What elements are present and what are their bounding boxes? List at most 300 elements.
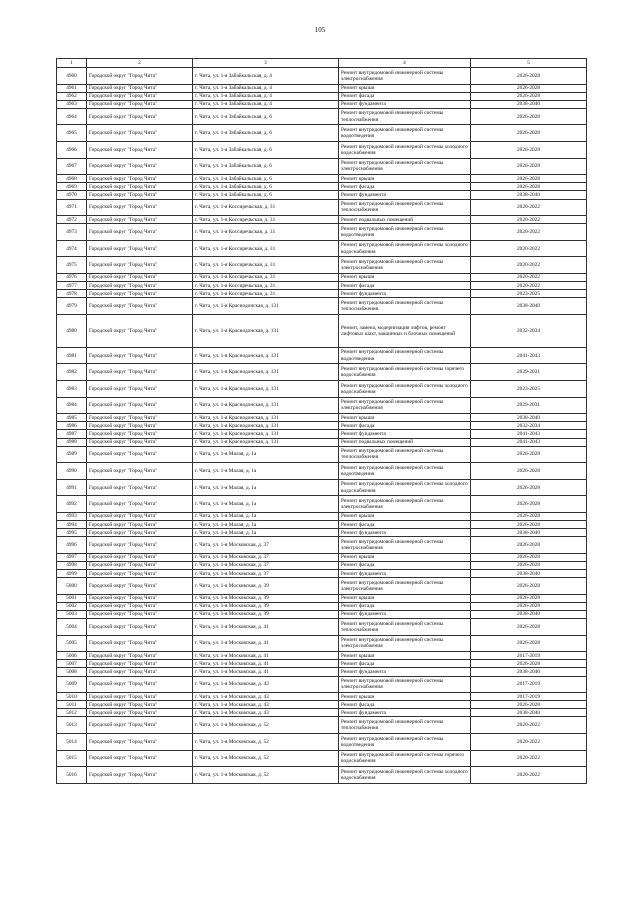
period-cell: 2026-2028 xyxy=(471,92,587,100)
address-cell: г. Чита, ул. 1-я Малая, д. 1а xyxy=(193,521,339,529)
header-cell-4: 4 xyxy=(339,59,471,68)
municipality-cell: Городской округ "Город Чита" xyxy=(87,701,193,709)
work-type-cell: Ремонт крыши xyxy=(339,693,471,701)
address-cell: г. Чита, ул. 1-я Малая, д. 1а xyxy=(193,529,339,537)
work-type-cell: Ремонт фундамента xyxy=(339,191,471,199)
address-cell: г. Чита, ул. 1-я Забайкальская, д. 6 xyxy=(193,158,339,175)
municipality-cell: Городской округ "Город Чита" xyxy=(87,717,193,734)
table-row xyxy=(57,668,587,676)
row-number-cell: 4963 xyxy=(57,100,87,108)
table-row xyxy=(57,298,587,315)
table-row xyxy=(57,619,587,636)
row-number-cell: 5013 xyxy=(57,717,87,734)
municipality-cell: Городской округ "Город Чита" xyxy=(87,430,193,438)
table-row xyxy=(57,68,587,85)
address-cell: г. Чита, ул. 1-я Московская, д. 39 xyxy=(193,610,339,618)
table-row xyxy=(57,290,587,298)
row-number-cell: 4969 xyxy=(57,183,87,191)
work-type-cell: Ремонт фасада xyxy=(339,602,471,610)
row-number-cell: 4993 xyxy=(57,513,87,521)
work-type-cell: Ремонт внутридомовой инженерной системы водоотведения xyxy=(339,733,471,750)
work-type-cell: Ремонт фундамента xyxy=(339,610,471,618)
row-number-cell: 5011 xyxy=(57,701,87,709)
row-number-cell: 5005 xyxy=(57,635,87,652)
table-row xyxy=(57,240,587,257)
row-number-cell: 4994 xyxy=(57,521,87,529)
table-row xyxy=(57,282,587,290)
municipality-cell: Городской округ "Город Чита" xyxy=(87,733,193,750)
municipality-cell: Городской округ "Город Чита" xyxy=(87,561,193,569)
table-row xyxy=(57,709,587,717)
row-number-cell: 4998 xyxy=(57,561,87,569)
municipality-cell: Городской округ "Город Чита" xyxy=(87,676,193,693)
address-cell: г. Чита, ул. 1-я Коссиречьская, д. 31 xyxy=(193,240,339,257)
municipality-cell: Городской округ "Город Чита" xyxy=(87,68,193,85)
municipality-cell: Городской округ "Город Чита" xyxy=(87,529,193,537)
row-number-cell: 4997 xyxy=(57,553,87,561)
period-cell: 2017-2019 xyxy=(471,676,587,693)
table-row xyxy=(57,381,587,398)
table-row xyxy=(57,652,587,660)
work-type-cell: Ремонт внутридомовой инженерной системы электроснабжения xyxy=(339,676,471,693)
table-row xyxy=(57,438,587,446)
table-row xyxy=(57,175,587,183)
period-cell: 2026-2028 xyxy=(471,496,587,513)
work-type-cell: Ремонт фасада xyxy=(339,521,471,529)
table-row xyxy=(57,364,587,381)
municipality-cell: Городской округ "Город Чита" xyxy=(87,274,193,282)
period-cell: 2026-2028 xyxy=(471,660,587,668)
period-cell: 2038-2040 xyxy=(471,709,587,717)
address-cell: г. Чита, ул. 1-я Краснодонская, д. 131 xyxy=(193,298,339,315)
period-cell: 2038-2040 xyxy=(471,414,587,422)
table-row xyxy=(57,717,587,734)
work-type-cell: Ремонт фундамента xyxy=(339,570,471,578)
table-row xyxy=(57,660,587,668)
period-cell: 2041-2043 xyxy=(471,430,587,438)
municipality-cell: Городской округ "Город Чита" xyxy=(87,397,193,414)
municipality-cell: Городской округ "Город Чита" xyxy=(87,216,193,224)
work-type-cell: Ремонт внутридомовой инженерной системы теплоснабжения xyxy=(339,199,471,216)
address-cell: г. Чита, ул. 1-я Московская, д. 41 xyxy=(193,619,339,636)
period-cell: 2038-2040 xyxy=(471,570,587,578)
row-number-cell: 4987 xyxy=(57,430,87,438)
municipality-cell: Городской округ "Город Чита" xyxy=(87,446,193,463)
period-cell: 2020-2022 xyxy=(471,717,587,734)
table-row xyxy=(57,224,587,241)
address-cell: г. Чита, ул. 1-я Краснодонская, д. 131 xyxy=(193,364,339,381)
work-type-cell: Ремонт внутридомовой инженерной системы холодного водоснабжения xyxy=(339,381,471,398)
period-cell: 2026-2028 xyxy=(471,553,587,561)
municipality-cell: Городской округ "Город Чита" xyxy=(87,578,193,595)
municipality-cell: Городской округ "Город Чита" xyxy=(87,438,193,446)
address-cell: г. Чита, ул. 1-я Забайкальская, д. 4 xyxy=(193,68,339,85)
address-cell: г. Чита, ул. 1-я Забайкальская, д. 6 xyxy=(193,108,339,125)
row-number-cell: 4988 xyxy=(57,438,87,446)
table-row xyxy=(57,693,587,701)
period-cell: 2026-2028 xyxy=(471,175,587,183)
row-number-cell: 4990 xyxy=(57,463,87,480)
table-row xyxy=(57,199,587,216)
period-cell: 2026-2028 xyxy=(471,537,587,554)
table-row xyxy=(57,414,587,422)
work-type-cell: Ремонт внутридомовой инженерной системы горячего водоснабжения xyxy=(339,364,471,381)
row-number-cell: 4981 xyxy=(57,347,87,364)
work-type-cell: Ремонт фасада xyxy=(339,701,471,709)
table-row xyxy=(57,750,587,767)
municipality-cell: Городской округ "Город Чита" xyxy=(87,183,193,191)
work-type-cell: Ремонт фундамента xyxy=(339,290,471,298)
period-cell: 2038-2040 xyxy=(471,610,587,618)
period-cell: 2020-2022 xyxy=(471,240,587,257)
municipality-cell: Городской округ "Город Чита" xyxy=(87,191,193,199)
work-type-cell: Ремонт внутридомовой инженерной системы электроснабжения xyxy=(339,537,471,554)
table-row xyxy=(57,733,587,750)
work-type-cell: Ремонт внутридомовой инженерной системы водоотведения xyxy=(339,224,471,241)
work-type-cell: Ремонт внутридомовой инженерной системы холодного водоснабжения xyxy=(339,142,471,159)
period-cell: 2020-2022 xyxy=(471,257,587,274)
row-number-cell: 5002 xyxy=(57,602,87,610)
address-cell: г. Чита, ул. 1-я Коссиречьская, д. 31 xyxy=(193,257,339,274)
municipality-cell: Городской округ "Город Чита" xyxy=(87,513,193,521)
period-cell: 2026-2028 xyxy=(471,125,587,142)
period-cell: 2026-2028 xyxy=(471,108,587,125)
table-row xyxy=(57,602,587,610)
period-cell: 2026-2028 xyxy=(471,701,587,709)
work-type-cell: Ремонт внутридомовой инженерной системы холодного водоснабжения xyxy=(339,479,471,496)
row-number-cell: 4992 xyxy=(57,496,87,513)
address-cell: г. Чита, ул. 1-я Московская, д. 37 xyxy=(193,570,339,578)
row-number-cell: 5001 xyxy=(57,594,87,602)
municipality-cell: Городской округ "Город Чита" xyxy=(87,414,193,422)
address-cell: г. Чита, ул. 1-я Московская, д. 37 xyxy=(193,561,339,569)
period-cell: 2026-2028 xyxy=(471,84,587,92)
municipality-cell: Городской округ "Город Чита" xyxy=(87,257,193,274)
municipality-cell: Городской округ "Город Чита" xyxy=(87,290,193,298)
work-type-cell: Ремонт внутридомовой инженерной системы электроснабжения xyxy=(339,257,471,274)
address-cell: г. Чита, ул. 1-я Забайкальская, д. 4 xyxy=(193,92,339,100)
table-row xyxy=(57,142,587,159)
work-type-cell: Ремонт внутридомовой инженерной системы водоотведения xyxy=(339,125,471,142)
municipality-cell: Городской округ "Город Чита" xyxy=(87,767,193,784)
row-number-cell: 4976 xyxy=(57,274,87,282)
row-number-cell: 4977 xyxy=(57,282,87,290)
municipality-cell: Городской округ "Город Чита" xyxy=(87,553,193,561)
period-cell: 2020-2022 xyxy=(471,767,587,784)
row-number-cell: 5000 xyxy=(57,578,87,595)
municipality-cell: Городской округ "Город Чита" xyxy=(87,347,193,364)
page-number: 105 xyxy=(314,26,326,34)
municipality-cell: Городской округ "Город Чита" xyxy=(87,84,193,92)
address-cell: г. Чита, ул. 1-я Малая, д. 1а xyxy=(193,446,339,463)
table-row xyxy=(57,191,587,199)
row-number-cell: 4961 xyxy=(57,84,87,92)
row-number-cell: 4973 xyxy=(57,224,87,241)
municipality-cell: Городской округ "Город Чита" xyxy=(87,199,193,216)
row-number-cell: 5007 xyxy=(57,660,87,668)
row-number-cell: 5006 xyxy=(57,652,87,660)
row-number-cell: 4962 xyxy=(57,92,87,100)
municipality-cell: Городской округ "Город Чита" xyxy=(87,175,193,183)
work-type-cell: Ремонт внутридомовой инженерной системы электроснабжения xyxy=(339,397,471,414)
period-cell: 2038-2040 xyxy=(471,529,587,537)
address-cell: г. Чита, ул. 1-я Московская, д. 41 xyxy=(193,668,339,676)
table-header-row xyxy=(57,59,587,68)
table-row xyxy=(57,529,587,537)
address-cell: г. Чита, ул. 1-я Краснодонская, д. 131 xyxy=(193,414,339,422)
table-row xyxy=(57,594,587,602)
period-cell: 2020-2022 xyxy=(471,199,587,216)
municipality-cell: Городской округ "Город Чита" xyxy=(87,240,193,257)
period-cell: 2032-2034 xyxy=(471,422,587,430)
row-number-cell: 5004 xyxy=(57,619,87,636)
row-number-cell: 4989 xyxy=(57,446,87,463)
address-cell: г. Чита, ул. 1-я Московская, д. 39 xyxy=(193,602,339,610)
address-cell: г. Чита, ул. 1-я Забайкальская, д. 6 xyxy=(193,191,339,199)
address-cell: г. Чита, ул. 1-я Московская, д. 43 xyxy=(193,701,339,709)
period-cell: 2029-2031 xyxy=(471,397,587,414)
period-cell: 2020-2022 xyxy=(471,274,587,282)
table-row xyxy=(57,479,587,496)
municipality-cell: Городской округ "Город Чита" xyxy=(87,668,193,676)
table-row xyxy=(57,521,587,529)
municipality-cell: Городской округ "Город Чита" xyxy=(87,537,193,554)
period-cell: 2020-2022 xyxy=(471,282,587,290)
work-type-cell: Ремонт внутридомовой инженерной системы теплоснабжения xyxy=(339,108,471,125)
work-type-cell: Ремонт крыши xyxy=(339,652,471,660)
row-number-cell: 5008 xyxy=(57,668,87,676)
address-cell: г. Чита, ул. 1-я Московская, д. 43 xyxy=(193,709,339,717)
table-row xyxy=(57,463,587,480)
address-cell: г. Чита, ул. 1-я Малая, д. 1а xyxy=(193,496,339,513)
period-cell: 2026-2028 xyxy=(471,446,587,463)
table-row xyxy=(57,183,587,191)
municipality-cell: Городской округ "Город Чита" xyxy=(87,521,193,529)
row-number-cell: 4979 xyxy=(57,298,87,315)
work-type-cell: Ремонт крыши xyxy=(339,414,471,422)
row-number-cell: 4978 xyxy=(57,290,87,298)
work-type-cell: Ремонт фасада xyxy=(339,561,471,569)
municipality-cell: Городской округ "Город Чита" xyxy=(87,652,193,660)
period-cell: 2026-2028 xyxy=(471,183,587,191)
row-number-cell: 4983 xyxy=(57,381,87,398)
work-type-cell: Ремонт внутридомовой инженерной системы теплоснабжения xyxy=(339,446,471,463)
address-cell: г. Чита, ул. 1-я Московская, д. 43 xyxy=(193,676,339,693)
period-cell: 2026-2028 xyxy=(471,479,587,496)
period-cell: 2026-2028 xyxy=(471,635,587,652)
table-row xyxy=(57,216,587,224)
address-cell: г. Чита, ул. 1-я Забайкальская, д. 6 xyxy=(193,183,339,191)
work-type-cell: Ремонт крыши xyxy=(339,553,471,561)
period-cell: 2017-2019 xyxy=(471,693,587,701)
period-cell: 2020-2022 xyxy=(471,216,587,224)
municipality-cell: Городской округ "Город Чита" xyxy=(87,92,193,100)
work-type-cell: Ремонт фундамента xyxy=(339,668,471,676)
table-row xyxy=(57,314,587,347)
table-row xyxy=(57,274,587,282)
period-cell: 2026-2028 xyxy=(471,142,587,159)
address-cell: г. Чита, ул. 1-я Московская, д. 52 xyxy=(193,767,339,784)
municipality-cell: Городской округ "Город Чита" xyxy=(87,224,193,241)
work-type-cell: Ремонт внутридомовой инженерной системы водоотведения xyxy=(339,463,471,480)
row-number-cell: 4974 xyxy=(57,240,87,257)
work-type-cell: Ремонт внутридомовой инженерной системы теплоснабжения xyxy=(339,717,471,734)
municipality-cell: Городской округ "Город Чита" xyxy=(87,635,193,652)
header-cell-3: 3 xyxy=(193,59,339,68)
address-cell: г. Чита, ул. 1-я Малая, д. 1а xyxy=(193,479,339,496)
period-cell: 2026-2028 xyxy=(471,463,587,480)
address-cell: г. Чита, ул. 1-я Московская, д. 37 xyxy=(193,537,339,554)
work-type-cell: Ремонт подвальных помещений xyxy=(339,216,471,224)
municipality-cell: Городской округ "Город Чита" xyxy=(87,619,193,636)
municipality-cell: Городской округ "Город Чита" xyxy=(87,125,193,142)
period-cell: 2026-2028 xyxy=(471,594,587,602)
work-type-cell: Ремонт фасада xyxy=(339,660,471,668)
row-number-cell: 4995 xyxy=(57,529,87,537)
table-row xyxy=(57,553,587,561)
address-cell: г. Чита, ул. 1-я Краснодонская, д. 131 xyxy=(193,430,339,438)
period-cell: 2026-2028 xyxy=(471,158,587,175)
row-number-cell: 4967 xyxy=(57,158,87,175)
work-type-cell: Ремонт фасада xyxy=(339,92,471,100)
table-row xyxy=(57,158,587,175)
address-cell: г. Чита, ул. 1-я Коссиречьская, д. 31 xyxy=(193,290,339,298)
work-type-cell: Ремонт фундамента xyxy=(339,529,471,537)
address-cell: г. Чита, ул. 1-я Забайкальская, д. 4 xyxy=(193,100,339,108)
table-row xyxy=(57,513,587,521)
row-number-cell: 4970 xyxy=(57,191,87,199)
work-type-cell: Ремонт подвальных помещений xyxy=(339,438,471,446)
table-row xyxy=(57,347,587,364)
municipality-cell: Городской округ "Город Чита" xyxy=(87,693,193,701)
table-row xyxy=(57,430,587,438)
table-row xyxy=(57,108,587,125)
period-cell: 2026-2028 xyxy=(471,68,587,85)
table-row xyxy=(57,570,587,578)
municipality-cell: Городской округ "Город Чита" xyxy=(87,750,193,767)
period-cell: 2038-2040 xyxy=(471,100,587,108)
municipality-cell: Городской округ "Город Чита" xyxy=(87,142,193,159)
period-cell: 2017-2019 xyxy=(471,652,587,660)
row-number-cell: 4982 xyxy=(57,364,87,381)
municipality-cell: Городской округ "Город Чита" xyxy=(87,602,193,610)
period-cell: 2026-2028 xyxy=(471,602,587,610)
municipality-cell: Городской округ "Город Чита" xyxy=(87,463,193,480)
address-cell: г. Чита, ул. 1-я Малая, д. 1а xyxy=(193,513,339,521)
table-row xyxy=(57,257,587,274)
work-type-cell: Ремонт внутридомовой инженерной системы электроснабжения xyxy=(339,68,471,85)
table-row xyxy=(57,422,587,430)
municipality-cell: Городской округ "Город Чита" xyxy=(87,594,193,602)
address-cell: г. Чита, ул. 1-я Краснодонская, д. 131 xyxy=(193,438,339,446)
period-cell: 2038-2040 xyxy=(471,298,587,315)
row-number-cell: 4984 xyxy=(57,397,87,414)
header-cell-5: 5 xyxy=(471,59,587,68)
municipality-cell: Городской округ "Город Чита" xyxy=(87,381,193,398)
capital-repair-table xyxy=(56,58,587,784)
table-row xyxy=(57,610,587,618)
work-type-cell: Ремонт внутридомовой инженерной системы теплоснабжения xyxy=(339,298,471,315)
row-number-cell: 5009 xyxy=(57,676,87,693)
period-cell: 2041-2043 xyxy=(471,347,587,364)
work-type-cell: Ремонт внутридомовой инженерной системы электроснабжения xyxy=(339,158,471,175)
address-cell: г. Чита, ул. 1-я Московская, д. 52 xyxy=(193,717,339,734)
table-row xyxy=(57,397,587,414)
period-cell: 2026-2028 xyxy=(471,578,587,595)
period-cell: 2038-2040 xyxy=(471,191,587,199)
table-row xyxy=(57,446,587,463)
address-cell: г. Чита, ул. 1-я Краснодонская, д. 131 xyxy=(193,397,339,414)
address-cell: г. Чита, ул. 1-я Забайкальская, д. 6 xyxy=(193,142,339,159)
row-number-cell: 4980 xyxy=(57,314,87,347)
address-cell: г. Чита, ул. 1-я Московская, д. 39 xyxy=(193,578,339,595)
table-row xyxy=(57,92,587,100)
work-type-cell: Ремонт внутридомовой инженерной системы холодного водоснабжения xyxy=(339,767,471,784)
municipality-cell: Городской округ "Город Чита" xyxy=(87,709,193,717)
address-cell: г. Чита, ул. 1-я Московская, д. 41 xyxy=(193,635,339,652)
work-type-cell: Ремонт фасада xyxy=(339,422,471,430)
header-cell-1: 1 xyxy=(57,59,87,68)
period-cell: 2020-2022 xyxy=(471,750,587,767)
work-type-cell: Ремонт внутридомовой инженерной системы электроснабжения xyxy=(339,578,471,595)
row-number-cell: 4965 xyxy=(57,125,87,142)
table-row xyxy=(57,561,587,569)
address-cell: г. Чита, ул. 1-я Московская, д. 41 xyxy=(193,652,339,660)
row-number-cell: 5010 xyxy=(57,693,87,701)
table-row xyxy=(57,125,587,142)
period-cell: 2026-2028 xyxy=(471,561,587,569)
municipality-cell: Городской округ "Город Чита" xyxy=(87,158,193,175)
work-type-cell: Ремонт крыши xyxy=(339,274,471,282)
period-cell: 2020-2022 xyxy=(471,733,587,750)
period-cell: 2026-2028 xyxy=(471,619,587,636)
municipality-cell: Городской округ "Город Чита" xyxy=(87,282,193,290)
table-row xyxy=(57,635,587,652)
period-cell: 2023-2025 xyxy=(471,290,587,298)
work-type-cell: Ремонт внутридомовой инженерной системы холодного водоснабжения xyxy=(339,240,471,257)
work-type-cell: Ремонт фундамента xyxy=(339,100,471,108)
municipality-cell: Городской округ "Город Чита" xyxy=(87,496,193,513)
address-cell: г. Чита, ул. 1-я Коссиречьская, д. 31 xyxy=(193,274,339,282)
period-cell: 2041-2043 xyxy=(471,438,587,446)
municipality-cell: Городской округ "Город Чита" xyxy=(87,108,193,125)
row-number-cell: 5012 xyxy=(57,709,87,717)
row-number-cell: 4975 xyxy=(57,257,87,274)
municipality-cell: Городской округ "Город Чита" xyxy=(87,660,193,668)
table-row xyxy=(57,84,587,92)
address-cell: г. Чита, ул. 1-я Малая, д. 1а xyxy=(193,463,339,480)
table-row xyxy=(57,676,587,693)
work-type-cell: Ремонт внутридомовой инженерной системы водоотведения xyxy=(339,347,471,364)
period-cell: 2038-2040 xyxy=(471,668,587,676)
work-type-cell: Ремонт крыши xyxy=(339,513,471,521)
work-type-cell: Ремонт крыши xyxy=(339,594,471,602)
row-number-cell: 4996 xyxy=(57,537,87,554)
period-cell: 2029-2031 xyxy=(471,364,587,381)
address-cell: г. Чита, ул. 1-я Коссиречьская, д. 31 xyxy=(193,199,339,216)
address-cell: г. Чита, ул. 1-я Московская, д. 37 xyxy=(193,553,339,561)
municipality-cell: Городской округ "Город Чита" xyxy=(87,570,193,578)
work-type-cell: Ремонт крыши xyxy=(339,175,471,183)
period-cell: 2023-2025 xyxy=(471,381,587,398)
table-row xyxy=(57,100,587,108)
municipality-cell: Городской округ "Город Чита" xyxy=(87,479,193,496)
period-cell: 2020-2022 xyxy=(471,224,587,241)
row-number-cell: 4964 xyxy=(57,108,87,125)
address-cell: г. Чита, ул. 1-я Коссиречьская, д. 31 xyxy=(193,282,339,290)
address-cell: г. Чита, ул. 1-я Краснодонская, д. 131 xyxy=(193,314,339,347)
work-type-cell: Ремонт внутридомовой инженерной системы электроснабжения xyxy=(339,496,471,513)
